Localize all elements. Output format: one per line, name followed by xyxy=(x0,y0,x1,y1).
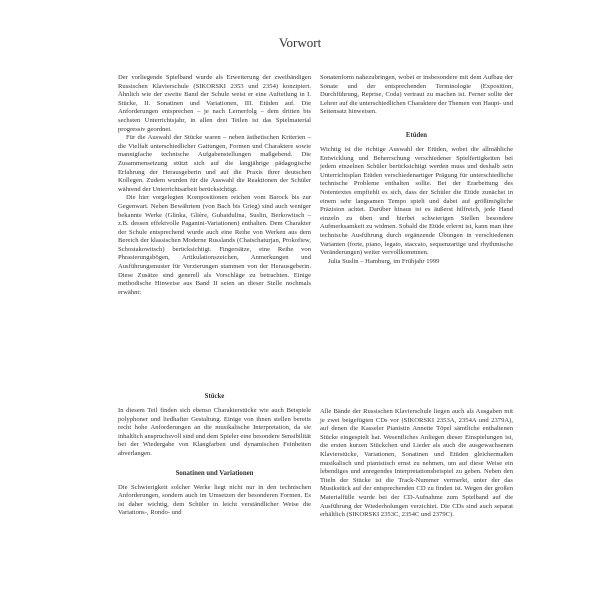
etueden-paragraph: Wichtig ist die richtige Auswahl der Etüden, wobei die allmähliche Entwicklung und Beherrschung verschiedener Spielfertigkeiten bei jedem einzelnen Schüler berücksichtigt werden muss und deshalb sein Unterrichtsplan Etüden verschiedenartiger Prägung für unterschiedliche technische Probleme enthalten sollte. Bei der Erarbeitung des Notentextes empfiehlt es sich, dass der Schüler die Etüde zunächst in einem sehr langsamen Tempo spielt und dabei auf größtmögliche Präzision achtet. Darüber hinaus ist es äußerst hilfreich, jede Hand einzeln zu üben und hierbei schwierigen Stellen besondere Aufmerksamkeit zu widmen. Sobald die Etüde erlernt ist, kann man ihre technische Ausführung durch ergänzende Übungen in verschiedenen Varianten (forte, piano, legato, staccato, sequenzartige und rhythmische Veränderungen) weiter vervollkommnen. xyxy=(320,145,513,257)
left-bottom-column xyxy=(118,392,311,518)
sonatinen-paragraph: Die Schwierigkeit solcher Werke liegt nicht nur in den technischen Anforderungen, sondern auch im Umsetzen der besonderen Formen. Es ist daher wichtig, dem Schüler in leicht verständlicher Weise die Variations-, Rondo- und xyxy=(118,483,311,517)
etueden-heading: Etüden xyxy=(405,131,428,139)
signature: Julia Suslin – Hamburg, im Frühjahr 1999 xyxy=(328,257,440,265)
page-title: Vorwort xyxy=(278,35,322,50)
right-bottom-column xyxy=(320,408,513,520)
compositions-paragraph: Die hier vorgelegten Kompositionen reichen vom Barock bis zur Gegenwart. Neben Bewährtem (von Bach bis Grieg) sind auch weniger bekannte Werke (Glinka, Glière, Gubaidulina, Suslin, Berkowitsch – z.B. dessen effektvolle Paganini-Variationen) enthalten. Dem Charakter der Schule entsprechend wurde auch eine Reihe von Werken aus dem Bereich der klassischen Moderne Russlands (Chatschaturjan, Prokofiew, Schostakowitsch) berücksichtigt. Fingersätze, eine Reihe von Phrasierungsbögen, Artikulationszeichen, Anmerkungen und Ausführungsmuster für Verzierungen stammen von der Herausgeberin. Diese Zusätze sind generell als Vorschläge zu betrachten. Einige methodische Hinweise aus Band II seien an dieser Stelle nochmals erwähnt: xyxy=(118,194,311,296)
stuecke-heading: Stücke xyxy=(204,393,225,400)
stuecke-paragraph: In diesem Teil finden sich ebenso Charakterstücke wie auch Beispiele polyphoner und liedhafter Gestaltung. Einige von ihnen stellen bereits recht hohe Anforderungen an die musikalische Interpretation, da sie inhaltlich anspruchsvoll sind und dem Spieler eine besondere Sensibilität bei der Wiedergabe von Klangfarben und dynamischen Feinheiten abverlangen. xyxy=(118,407,312,457)
selection-paragraph: Für die Auswahl der Stücke waren – neben ästhetischen Kriterien – die Vielfalt unterschiedlicher Gattungen, Formen und Charaktere sowie mannigfache technische Aufgabenstellungen maßgebend. Die Zusammensetzung stützt sich auf die langjährige pädagogische Erfahrung der Herausgeberin und auf die Praxis ihrer deutschen Kollegen. Zudem wurden für die Auswahl die Reaktionen der Schüler während der Unterrichtsarbeit berücksichtigt. xyxy=(118,134,311,193)
sonatinen-heading: Sonatinen und Variationen xyxy=(175,469,254,477)
sonata-form-paragraph: Sonatenform nahezubringen, wobei er insbesondere mit dem Aufbau der Sonate und der entsprechenden Terminologie (Exposition, Durchführung, Reprise, Coda) vertraut zu machen ist. Ferner sollte der Lehrer auf die unterschiedlichen Charaktere der Themen von Haupt- und Seitensatz hinweisen. xyxy=(320,74,513,116)
intro-paragraph: Der vorliegende Spielband wurde als Erweiterung der zweibändigen Russischen Klavierschule (SIKORSKI 2353 und 2354) konzipiert. Ähnlich wie der zweite Band der Schule weist er eine Aufteilung in I. Stücke, II. Sonatinen und Variationen, III. Etüden auf. Die Anforderungen entsprechen – je nach Lernerfolg – dem dritten bis sechsten Unterrichtsjahr, in allen drei Teilen ist das Spielmaterial progressiv geordnet. xyxy=(118,74,311,133)
cd-paragraph: Alle Bände der Russischen Klavierschule liegen auch als Ausgaben mit je zwei beigefügten CDs vor (SIKORSKI 2353A, 2354A und 2379A), auf denen die Kasseler Pianistin Annette Töpel sämtliche enthaltenen Stücke eingespielt hat. Wesentliches Anliegen dieser Einspielungen ist, die ersten kurzen Stückchen und Lieder als auch die ausgewachsenen Klavierstücke, Variationen, Sonatinen und Etüden gleichermaßen musikalisch und pianistisch ernst zu nehmen, um auf diese Weise ein lebendiges und anregendes Interpretationsbeispiel zu geben. Neben den Titeln der Stücke ist die Track-Nummer vermerkt, unter der das Musikstück auf der entsprechenden CD zu finden ist. Wegen der großen Materialfülle wurde bei der CD-Aufnahme zum Spielband auf die Ausführung der Wiederholungen verzichtet. Die CDs sind auch separat erhältlich (SIKORSKI 2353C, 2354C und 2379C). xyxy=(320,408,513,519)
right-top-column xyxy=(320,74,513,266)
left-top-column xyxy=(118,74,311,297)
